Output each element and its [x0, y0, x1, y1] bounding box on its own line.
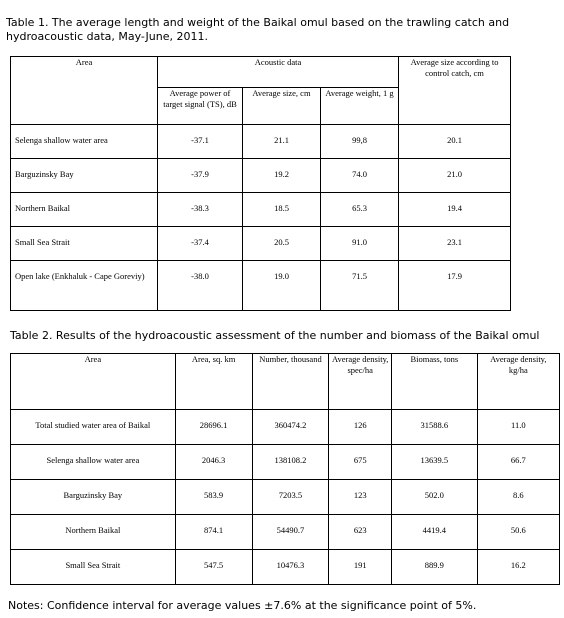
table1-cell-size: 19.0 — [243, 261, 321, 311]
table2-header-area-sqkm: Area, sq. km — [175, 354, 252, 410]
table1-header-control: Average size according to control catch, cm — [399, 57, 511, 125]
table2-cell-density: 123 — [329, 480, 392, 515]
table2-number-biomass — [10, 353, 560, 585]
table2-cell-biomass: 31588.6 — [391, 410, 477, 445]
table1-header-weight: Average weight, 1 g — [321, 88, 399, 125]
table1-cell-size: 19.2 — [243, 159, 321, 193]
table1-row — [11, 125, 511, 159]
table2-header-number: Number, thousand — [252, 354, 329, 410]
table2-cell-density: 623 — [329, 515, 392, 550]
table1-header-size: Average size, cm — [243, 88, 321, 125]
notes-text: Notes: Confidence interval for average values ±7.6% at the significance point of 5%. — [8, 599, 477, 612]
table1-header-area: Area — [11, 57, 158, 125]
table1-caption: Table 1. The average length and weight of the Baikal omul based on the trawling catch and hydroacoustic data, May-June, 2011. — [6, 16, 510, 43]
table1-cell-weight: 74.0 — [321, 159, 399, 193]
table1-cell-ts: -38.3 — [158, 193, 243, 227]
table1-cell-area: Northern Baikal — [11, 193, 158, 227]
table2-header-biomass: Biomass, tons — [391, 354, 477, 410]
table2-cell-density: 126 — [329, 410, 392, 445]
table1-cell-control: 17.9 — [399, 261, 511, 311]
table2-cell-number: 10476.3 — [252, 550, 329, 585]
table2-cell-area-sqkm: 28696.1 — [175, 410, 252, 445]
table1-row — [11, 227, 511, 261]
table2-cell-density-kg: 16.2 — [477, 550, 559, 585]
table2-cell-number: 7203.5 — [252, 480, 329, 515]
table1-cell-ts: -38.0 — [158, 261, 243, 311]
table2-header-density-kg: Average density, kg/ha — [477, 354, 559, 410]
table2-cell-density-kg: 50.6 — [477, 515, 559, 550]
table2-cell-density-kg: 11.0 — [477, 410, 559, 445]
table1-cell-weight: 65.3 — [321, 193, 399, 227]
table2-header-density: Average density, spec/ha — [329, 354, 392, 410]
table1-cell-area: Selenga shallow water area — [11, 125, 158, 159]
table2-cell-area: Total studied water area of Baikal — [11, 410, 176, 445]
table2-cell-biomass: 4419.4 — [391, 515, 477, 550]
table1-cell-control: 23.1 — [399, 227, 511, 261]
table2-cell-area: Barguzinsky Bay — [11, 480, 176, 515]
table2-row — [11, 445, 560, 480]
table2-cell-area-sqkm: 583.9 — [175, 480, 252, 515]
table2-cell-biomass: 502.0 — [391, 480, 477, 515]
table1-cell-size: 21.1 — [243, 125, 321, 159]
table2-cell-area-sqkm: 547.5 — [175, 550, 252, 585]
table2-row — [11, 480, 560, 515]
table1-cell-size: 20.5 — [243, 227, 321, 261]
table1-cell-ts: -37.9 — [158, 159, 243, 193]
table2-cell-biomass: 889.9 — [391, 550, 477, 585]
table2-cell-density: 675 — [329, 445, 392, 480]
table1-header-acoustic: Acoustic data — [158, 57, 399, 88]
table2-cell-area-sqkm: 874.1 — [175, 515, 252, 550]
table1-cell-area: Open lake (Enkhaluk - Cape Goreviy) — [11, 261, 158, 311]
table2-cell-density: 191 — [329, 550, 392, 585]
table2-cell-area: Selenga shallow water area — [11, 445, 176, 480]
table1-cell-control: 20.1 — [399, 125, 511, 159]
table2-cell-density-kg: 66.7 — [477, 445, 559, 480]
table1-cell-area: Barguzinsky Bay — [11, 159, 158, 193]
table2-caption: Table 2. Results of the hydroacoustic assessment of the number and biomass of the Baikal omul — [10, 329, 540, 342]
table2-cell-number: 138108.2 — [252, 445, 329, 480]
table1-row — [11, 261, 511, 311]
table2-cell-area: Northern Baikal — [11, 515, 176, 550]
table1-row — [11, 159, 511, 193]
table2-cell-number: 54490.7 — [252, 515, 329, 550]
table1-cell-control: 19.4 — [399, 193, 511, 227]
table2-cell-number: 360474.2 — [252, 410, 329, 445]
table1-cell-size: 18.5 — [243, 193, 321, 227]
table1-length-weight — [10, 56, 511, 311]
table1-cell-ts: -37.4 — [158, 227, 243, 261]
table1-row — [11, 193, 511, 227]
table1-cell-ts: -37.1 — [158, 125, 243, 159]
table1-cell-weight: 71.5 — [321, 261, 399, 311]
table2-row — [11, 550, 560, 585]
table2-cell-density-kg: 8.6 — [477, 480, 559, 515]
table1-cell-area: Small Sea Strait — [11, 227, 158, 261]
table1-cell-weight: 91.0 — [321, 227, 399, 261]
table2-cell-biomass: 13639.5 — [391, 445, 477, 480]
table1-cell-weight: 99,8 — [321, 125, 399, 159]
table2-cell-area: Small Sea Strait — [11, 550, 176, 585]
table1-cell-control: 21.0 — [399, 159, 511, 193]
table1-header-ts: Average power of target signal (TS), dB — [158, 88, 243, 125]
table2-row — [11, 515, 560, 550]
table2-row — [11, 410, 560, 445]
table2-header-area: Area — [11, 354, 176, 410]
table2-cell-area-sqkm: 2046.3 — [175, 445, 252, 480]
